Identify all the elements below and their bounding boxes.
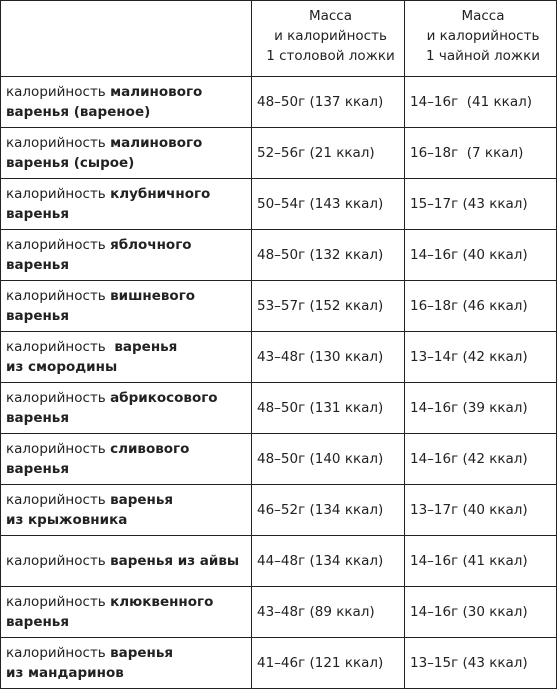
tablespoon-value: 52–56г (21 ккал): [252, 128, 405, 179]
jam-type-continued: варенья: [6, 308, 70, 324]
jam-type: вишневого: [110, 288, 196, 304]
tablespoon-value: 43–48г (130 ккал): [252, 332, 405, 383]
table-header-row: [1, 1, 557, 77]
jam-type: яблочного: [110, 237, 192, 253]
calorie-prefix: калорийность: [6, 390, 111, 406]
header-tablespoon: [252, 1, 405, 77]
table-row: [1, 77, 557, 128]
table-row: [1, 383, 557, 434]
jam-type-continued: из крыжовника: [6, 512, 128, 528]
tablespoon-value: 53–57г (152 ккал): [252, 281, 405, 332]
header-teaspoon: [405, 1, 557, 77]
header-teaspoon-line: Масса: [461, 8, 505, 24]
teaspoon-value: 13–17г (40 ккал): [405, 485, 557, 536]
jam-name-cell: [1, 638, 252, 689]
header-teaspoon-line: 1 чайной ложки: [425, 48, 541, 64]
table-row: [1, 536, 557, 587]
tablespoon-value: 46–52г (134 ккал): [252, 485, 405, 536]
jam-name-cell: [1, 332, 252, 383]
jam-name-line: [6, 184, 251, 204]
teaspoon-value: 13–15г (43 ккал): [405, 638, 557, 689]
header-empty-cell: [1, 1, 252, 77]
teaspoon-value: 13–14г (42 ккал): [405, 332, 557, 383]
jam-name-cell: [1, 587, 252, 638]
table-row: [1, 434, 557, 485]
teaspoon-value: 14–16г (42 ккал): [405, 434, 557, 485]
jam-name-line: [6, 592, 251, 612]
jam-type: варенья: [114, 339, 178, 355]
table-row: [1, 638, 557, 689]
jam-name-cell: [1, 281, 252, 332]
jam-name-line: [6, 490, 251, 510]
teaspoon-value: 14–16г (39 ккал): [405, 383, 557, 434]
tablespoon-value: 48–50г (132 ккал): [252, 230, 405, 281]
calorie-prefix: калорийность: [6, 553, 111, 569]
jam-type: варенья из айвы: [110, 553, 240, 569]
jam-name-cell: [1, 485, 252, 536]
calorie-prefix: калорийность: [6, 135, 111, 151]
tablespoon-value: 48–50г (131 ккал): [252, 383, 405, 434]
teaspoon-value: 14–16г (30 ккал): [405, 587, 557, 638]
tablespoon-value: 44–48г (134 ккал): [252, 536, 405, 587]
calorie-prefix: калорийность: [6, 339, 115, 355]
jam-type: сливового: [110, 441, 190, 457]
calorie-prefix: калорийность: [6, 288, 111, 304]
table-row: [1, 587, 557, 638]
calorie-prefix: калорийность: [6, 84, 111, 100]
jam-type: клубничного: [110, 186, 211, 202]
jam-type: варенья: [110, 492, 174, 508]
table-row: [1, 485, 557, 536]
header-teaspoon-line: и калорийность: [426, 28, 540, 44]
jam-name-line: [6, 551, 251, 571]
jam-type-continued: варенья (вареное): [6, 104, 151, 120]
calorie-prefix: калорийность: [6, 492, 111, 508]
tablespoon-value: 48–50г (137 ккал): [252, 77, 405, 128]
jam-name-line: [6, 235, 251, 255]
calorie-prefix: калорийность: [6, 237, 111, 253]
jam-name-line: [6, 82, 251, 102]
jam-type: варенья: [110, 645, 174, 661]
teaspoon-value: 15–17г (43 ккал): [405, 179, 557, 230]
table-row: [1, 281, 557, 332]
calorie-prefix: калорийность: [6, 594, 111, 610]
calorie-table-body: [1, 1, 557, 689]
table-row: [1, 230, 557, 281]
jam-type-continued: варенья: [6, 206, 70, 222]
jam-name-line: [6, 133, 251, 153]
jam-name-line: [6, 643, 251, 663]
jam-name-cell: [1, 128, 252, 179]
jam-name-cell: [1, 383, 252, 434]
table-row: [1, 332, 557, 383]
header-tablespoon-line: и калорийность: [274, 28, 387, 44]
table-row: [1, 128, 557, 179]
teaspoon-value: 16–18г (7 ккал): [405, 128, 557, 179]
jam-name-cell: [1, 434, 252, 485]
tablespoon-value: 50–54г (143 ккал): [252, 179, 405, 230]
jam-name-line: [6, 388, 251, 408]
jam-type-continued: варенья (сырое): [6, 155, 135, 171]
calorie-prefix: калорийность: [6, 186, 111, 202]
teaspoon-value: 16–18г (46 ккал): [405, 281, 557, 332]
jam-type: клюквенного: [110, 594, 214, 610]
jam-name-cell: [1, 230, 252, 281]
jam-type-continued: варенья: [6, 410, 70, 426]
jam-type: абрикосового: [110, 390, 218, 406]
jam-name-line: [6, 286, 251, 306]
tablespoon-value: 41–46г (121 ккал): [252, 638, 405, 689]
teaspoon-value: 14–16г (41 ккал): [405, 536, 557, 587]
jam-type-continued: из мандаринов: [6, 665, 124, 681]
tablespoon-value: 43–48г (89 ккал): [252, 587, 405, 638]
calorie-prefix: калорийность: [6, 645, 111, 661]
jam-name-cell: [1, 179, 252, 230]
table-row: [1, 179, 557, 230]
jam-name-line: [6, 439, 251, 459]
jam-name-cell: [1, 77, 252, 128]
jam-type-continued: из смородины: [6, 359, 118, 375]
jam-type-continued: варенья: [6, 461, 70, 477]
calorie-prefix: калорийность: [6, 441, 111, 457]
jam-type-continued: варенья: [6, 257, 70, 273]
teaspoon-value: 14–16г (41 ккал): [405, 77, 557, 128]
header-tablespoon-line: 1 столовой ложки: [266, 48, 395, 64]
jam-type: малинового: [110, 84, 203, 100]
tablespoon-value: 48–50г (140 ккал): [252, 434, 405, 485]
jam-type-continued: варенья: [6, 614, 70, 630]
jam-name-line: [6, 337, 251, 357]
jam-type: малинового: [110, 135, 203, 151]
jam-name-cell: [1, 536, 252, 587]
teaspoon-value: 14–16г (40 ккал): [405, 230, 557, 281]
header-tablespoon-line: Масса: [308, 8, 353, 24]
